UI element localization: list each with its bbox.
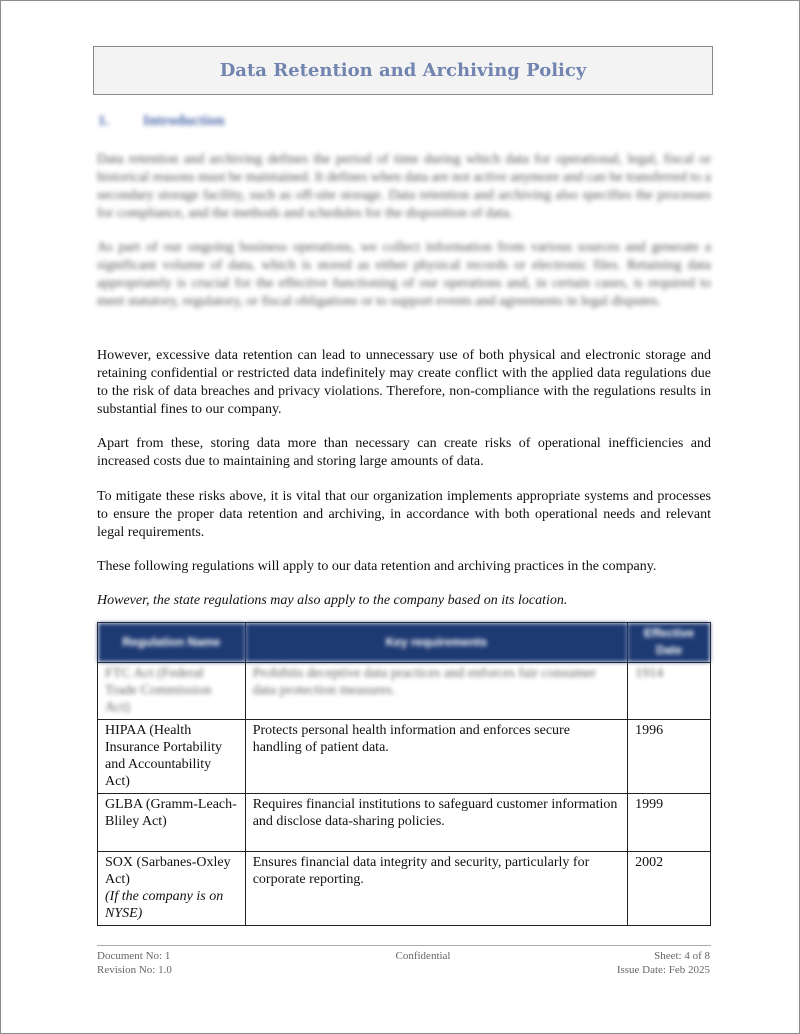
regulation-name-cell: FTC Act (Federal Trade Commission Act) xyxy=(98,663,246,720)
sheet-number: Sheet: 4 of 8 xyxy=(654,950,710,962)
regulation-name: SOX (Sarbanes-Oxley Act) xyxy=(105,855,231,887)
regulation-name: HIPAA (Health Insurance Portability and Accountability Act) xyxy=(105,723,223,789)
table-row xyxy=(98,720,711,794)
table-row xyxy=(98,663,711,720)
document-number: Document No: 1 xyxy=(97,950,171,962)
regulations-table xyxy=(97,622,711,926)
section-number: 1. xyxy=(98,113,110,129)
paragraph-state-regulations: However, the state regulations may also apply to the company based on its location. xyxy=(97,593,568,608)
requirement-cell: Requires financial institutions to safeguard customer information and disclose data-sharing policies. xyxy=(245,794,627,852)
year-cell: 1996 xyxy=(628,720,711,794)
table-header xyxy=(98,623,711,663)
header-regulation-name: Regulation Name xyxy=(98,623,246,663)
paragraph-regulations-intro: These following regulations will apply to our data retention and archiving practices in the company. xyxy=(97,559,657,574)
regulation-name: GLBA (Gramm-Leach-Bliley Act) xyxy=(105,797,237,829)
issue-date: Issue Date: Feb 2025 xyxy=(616,964,710,976)
header-effective-date: Effective Date xyxy=(628,623,711,663)
requirement-cell: Ensures financial data integrity and security, particularly for corporate reporting. xyxy=(245,852,627,926)
section-title: Introduction xyxy=(143,113,225,129)
year-cell: 1999 xyxy=(628,794,711,852)
table-row xyxy=(98,794,711,852)
year-cell: 1914 xyxy=(628,663,711,720)
regulation-name-cell xyxy=(98,720,246,794)
section-heading xyxy=(98,113,224,130)
revision-number: Revision No: 1.0 xyxy=(97,964,172,976)
year-cell: 2002 xyxy=(628,852,711,926)
requirement-cell: Protects personal health information and enforces secure handling of patient data. xyxy=(245,720,627,794)
footer-divider xyxy=(97,945,711,946)
regulation-name-cell xyxy=(98,794,246,852)
footer-right xyxy=(617,949,710,977)
table-row xyxy=(98,852,711,926)
header-key-requirements: Key requirements xyxy=(245,623,627,663)
paragraph-excessive-retention: However, excessive data retention can lead to unnecessary use of both physical and electronic storage and retaining confidential or restricted data indefinitely may create conflict with the applied data regulations due to the risk of data breaches and privacy violations. Therefore, non-compliance with the regulations results in substantial fines to our company. xyxy=(97,348,711,417)
paragraph-mitigation: To mitigate these risks above, it is vital that our organization implements appropriate systems and processes to ensure the proper data retention and archiving, in accordance with both operational needs and relevant legal requirements. xyxy=(97,489,711,540)
confidential-label: Confidential xyxy=(395,950,451,962)
regulation-note: (If the company is on NYSE) xyxy=(105,889,224,921)
document-title-box xyxy=(93,46,713,95)
blurred-paragraph-2: As part of our ongoing business operations, we collect information from various sources and generate a significant volume of data, which is stored as either physical records or electronic files. Retaining data appropriately is crucial for the effective functioning of our operations and, in certain cases, is required to meet statutory, regulatory, or fiscal obligations or to support events and agreements in legal disputes. xyxy=(97,240,711,309)
document-title: Data Retention and Archiving Policy xyxy=(219,60,587,81)
requirement-cell: Prohibits deceptive data practices and enforces fair consumer data protection measures. xyxy=(245,663,627,720)
regulation-name-cell xyxy=(98,852,246,926)
paragraph-operational-risks: Apart from these, storing data more than necessary can create risks of operational inefficiencies and increased costs due to maintaining and storing large amounts of data. xyxy=(97,436,711,469)
blurred-paragraph-1: Data retention and archiving defines the period of time during which data for operational, legal, fiscal or historical reasons must be maintained. It defines when data are not active anymore and can be transferred to a secondary storage facility, such as off-site storage. Data retention and archiving also specifies the processes for compliance, and the methods and schedules for the disposition of data. xyxy=(97,152,711,221)
